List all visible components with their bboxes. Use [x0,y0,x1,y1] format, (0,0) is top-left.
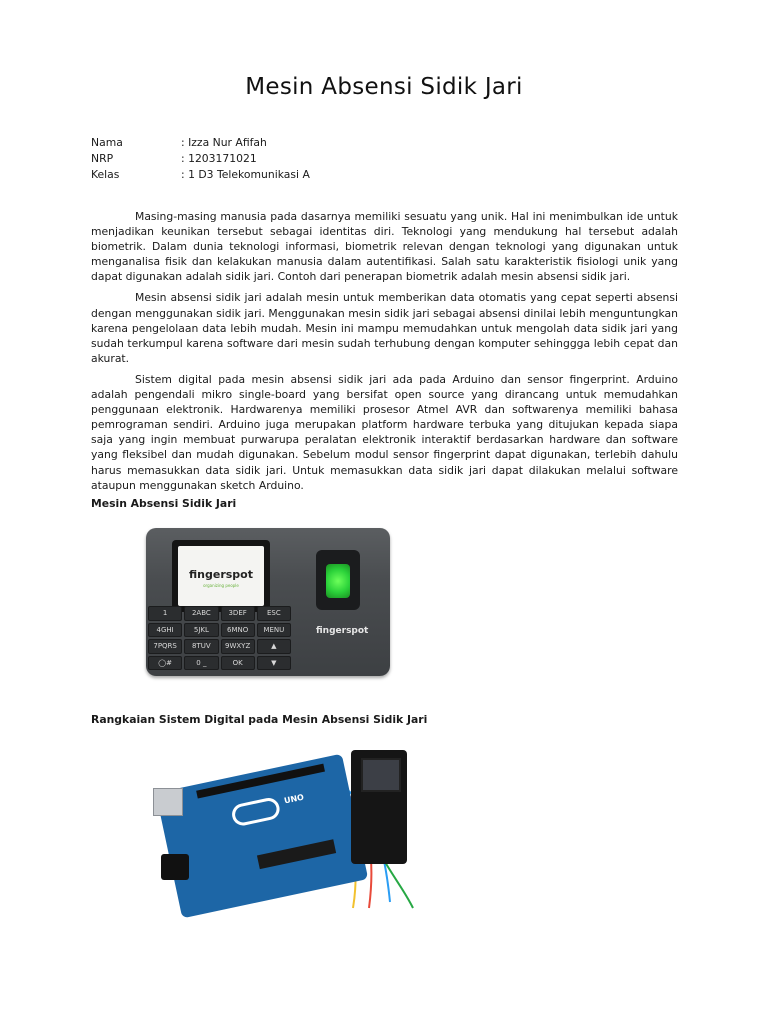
keypad-key: ▼ [257,656,291,671]
machine-keypad [148,606,291,670]
keypad-key: 6MNO [221,623,255,638]
fingerprint-sensor-housing [316,550,360,610]
board-model-label: UNO [283,792,305,806]
info-key: Nama [91,136,123,149]
keypad-key: 1 [148,606,182,621]
student-info [91,135,310,183]
screen-logo: fingerspot [189,568,253,581]
arduino-circuit-image [135,742,448,910]
arduino-logo-icon [230,796,282,827]
fingerprint-machine-image [146,528,390,676]
figure-2-heading: Rangkaian Sistem Digital pada Mesin Absensi Sidik Jari [91,713,428,726]
info-key: NRP [91,152,114,165]
power-jack [161,854,189,880]
document-title: Mesin Absensi Sidik Jari [245,74,523,100]
keypad-key: ESC [257,606,291,621]
paragraph-2: Mesin absensi sidik jari adalah mesin untuk memberikan data otomatis yang cepat seperti absensi dengan menggunakan sidik jari. Menggunakan mesin sidik jari sebagai absensi dinilai lebih menguntungkan karena pengelolaan data lebih mudah. Mesin ini mampu memudahkan untuk mengolah data sidik jari yang sudah terkumpul karena software dari mesin sudah terhubung dengan komputer sehinggga lebih cepat dan akurat. [91,291,678,365]
keypad-key: 2ABC [184,606,218,621]
fingerprint-sensor-window [326,564,350,598]
keypad-key: 5JKL [184,623,218,638]
info-row-nrp [91,151,310,167]
paragraph-3: Sistem digital pada mesin absensi sidik jari ada pada Arduino dan sensor fingerprint. Arduino adalah pengendali mikro single-board yang bersifat open source yang dirancang untuk memudahkan penggunaan elektronik. Hardwarenya memiliki prosesor Atmel AVR dan softwarenya memiliki bahasa pemrograman sendiri. Arduino juga merupakan platform hardware terbuka yang ditujukan kepada siapa saja yang ingin membuat purwarupa peralatan elektronik interaktif berdasarkan hardware dan software yang fleksibel dan mudah digunakan. Sebelum modul sensor fingerprint dapat digunakan, terlebih dahulu harus memasukkan data sidik jari. Untuk memasukkan data sidik jari dapat dilakukan melalui software ataupun menggunakan sketch Arduino. [91,372,678,492]
keypad-key: 8TUV [184,639,218,654]
info-key: Kelas [91,168,120,181]
machine-brand-label: fingerspot [316,626,369,636]
paragraph-1: Masing-masing manusia pada dasarnya memiliki sesuatu yang unik. Hal ini menimbulkan ide untuk menjadikan keunikan tersebut sebagai identitas diri. Teknologi yang mendukung hal tersebut adalah biometrik. Dalam dunia teknologi informasi, biometrik relevan dengan teknologi yang digunakan untuk menganalisa fisik dan kelakukan manusia dalam autentifikasi. Salah satu karakteristik fisiologi unik yang dapat digunakan adalah sidik jari. Contoh dari penerapan biometrik adalah mesin absensi sidik jari. [91,210,678,284]
machine-screen-bezel [172,540,270,612]
keypad-key: 9WXYZ [221,639,255,654]
fingerprint-sensor-module [351,750,407,864]
board-microcontroller [257,839,336,869]
figure-1-heading: Mesin Absensi Sidik Jari [91,497,237,510]
keypad-key: 4GHI [148,623,182,638]
info-value: : Izza Nur Afifah [181,136,267,149]
info-row-class [91,167,310,183]
info-row-name [91,135,310,151]
body-text [91,209,678,499]
info-value: : 1203171021 [181,152,257,165]
keypad-key: ◯# [148,656,182,671]
keypad-key: ▲ [257,639,291,654]
keypad-key: 3DEF [221,606,255,621]
keypad-key: 7PQRS [148,639,182,654]
info-value: : 1 D3 Telekomunikasi A [181,168,310,181]
usb-port [153,788,183,816]
machine-screen [178,546,264,606]
keypad-key: OK [221,656,255,671]
screen-tagline: organizing people [203,583,239,588]
fingerprint-module-window [361,758,401,792]
keypad-key: MENU [257,623,291,638]
keypad-key: 0 _ [184,656,218,671]
